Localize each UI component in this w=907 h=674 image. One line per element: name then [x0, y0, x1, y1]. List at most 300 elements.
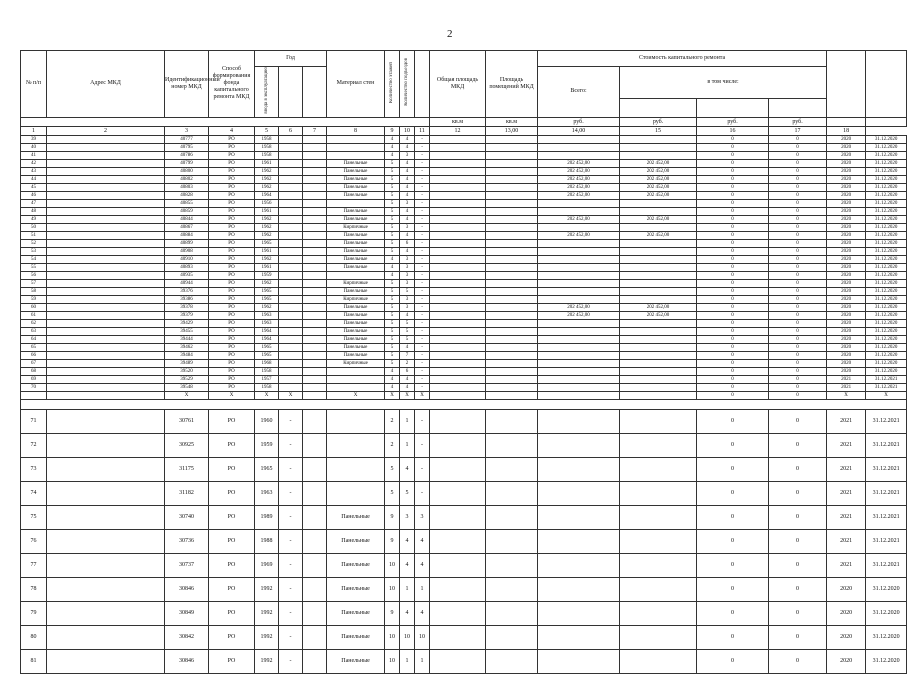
- header-commissioning: ввода в эксплуатацию: [255, 67, 279, 118]
- table-cell: 0: [769, 135, 827, 143]
- table-cell: 5: [400, 335, 415, 343]
- table-cell: 2: [385, 409, 400, 433]
- table-row: [21, 529, 907, 553]
- table-cell: 2020: [827, 311, 866, 319]
- table-cell: 67: [21, 359, 47, 367]
- table-cell: [47, 335, 165, 343]
- column-number: 11: [415, 126, 430, 135]
- table-cell: [279, 335, 303, 343]
- table-cell: [486, 223, 538, 231]
- table-cell: [486, 199, 538, 207]
- table-cell: 0: [697, 159, 769, 167]
- table-cell: 39462: [165, 343, 209, 351]
- table-cell: [430, 649, 486, 673]
- table-cell: [47, 319, 165, 327]
- table-cell: РО: [209, 481, 255, 505]
- table-cell: 0: [769, 183, 827, 191]
- table-cell: [430, 457, 486, 481]
- table-cell: -: [415, 207, 430, 215]
- table-cell: 4: [385, 367, 400, 375]
- table-cell: Кирпичные: [327, 279, 385, 287]
- table-cell: [430, 335, 486, 343]
- table-cell: [620, 359, 697, 367]
- table-cell: [303, 199, 327, 207]
- table-cell: [279, 383, 303, 391]
- table-cell: [47, 231, 165, 239]
- table-cell: [620, 529, 697, 553]
- table-cell: [486, 175, 538, 183]
- column-number: 7: [303, 126, 327, 135]
- table-cell: РО: [209, 311, 255, 319]
- table-cell: 40803: [165, 183, 209, 191]
- table-cell: -: [415, 295, 430, 303]
- table-cell: -: [415, 167, 430, 175]
- table-cell: Панельные: [327, 625, 385, 649]
- table-body-part-2: [21, 409, 907, 673]
- table-cell: 5: [385, 351, 400, 359]
- header-end-date: [866, 51, 907, 118]
- table-cell: [538, 367, 620, 375]
- table-row: [21, 311, 907, 319]
- table-cell: [327, 135, 385, 143]
- table-cell: [327, 457, 385, 481]
- table-cell: [538, 335, 620, 343]
- table-cell: [303, 327, 327, 335]
- table-cell: 3: [400, 295, 415, 303]
- table-cell: [279, 167, 303, 175]
- table-cell: [327, 383, 385, 391]
- table-cell: [538, 135, 620, 143]
- table-cell: [430, 311, 486, 319]
- table-cell: [430, 383, 486, 391]
- page-number: 2: [447, 28, 453, 40]
- table-cell: [538, 207, 620, 215]
- table-cell: 30737: [165, 553, 209, 577]
- table-cell: [303, 223, 327, 231]
- table-cell: 1965: [255, 239, 279, 247]
- table-cell: [303, 167, 327, 175]
- table-cell: 4: [400, 207, 415, 215]
- table-cell: 2021: [827, 433, 866, 457]
- table-cell: 1961: [255, 207, 279, 215]
- table-cell: 40908: [165, 247, 209, 255]
- table-cell: РО: [209, 351, 255, 359]
- table-cell: 3: [400, 199, 415, 207]
- table-cell: 2020: [827, 151, 866, 159]
- table-cell: 2020: [827, 279, 866, 287]
- table-cell: [538, 457, 620, 481]
- table-cell: [486, 601, 538, 625]
- table-cell: 2: [385, 433, 400, 457]
- table-cell: [47, 223, 165, 231]
- table-cell: 4: [400, 215, 415, 223]
- table-cell: [303, 207, 327, 215]
- table-cell: 4: [400, 553, 415, 577]
- table-cell: [486, 239, 538, 247]
- table-cell: 0: [697, 239, 769, 247]
- table-cell: 5: [385, 359, 400, 367]
- table-cell: [47, 375, 165, 383]
- table-row: [21, 327, 907, 335]
- table-cell: 202 452,00: [538, 191, 620, 199]
- table-cell: РО: [209, 207, 255, 215]
- table-cell: 1963: [255, 481, 279, 505]
- table-cell: 51: [21, 231, 47, 239]
- table-cell: 1965: [255, 295, 279, 303]
- table-cell: [620, 239, 697, 247]
- table-cell: 31.12.2020: [866, 271, 907, 279]
- table-cell: 31.12.2020: [866, 295, 907, 303]
- table-cell: [538, 343, 620, 351]
- table-cell: [620, 271, 697, 279]
- table-cell: РО: [209, 409, 255, 433]
- table-cell: 31.12.2021: [866, 383, 907, 391]
- table-cell: 5: [385, 159, 400, 167]
- table-cell: 1: [400, 409, 415, 433]
- table-cell: [47, 433, 165, 457]
- table-cell: 0: [769, 409, 827, 433]
- table-cell: 0: [697, 303, 769, 311]
- table-cell: [620, 433, 697, 457]
- table-cell: 5: [385, 319, 400, 327]
- table-cell: 1992: [255, 625, 279, 649]
- table-cell: 40777: [165, 135, 209, 143]
- table-cell: [327, 409, 385, 433]
- table-cell: 9: [385, 529, 400, 553]
- table-cell: 0: [769, 199, 827, 207]
- column-number: 18: [827, 126, 866, 135]
- column-number: 13,00: [486, 126, 538, 135]
- table-cell: [327, 375, 385, 383]
- table-cell: [538, 433, 620, 457]
- table-cell: [538, 279, 620, 287]
- table-cell: [620, 327, 697, 335]
- header-room-area: Площадь помещений МКД: [486, 51, 538, 118]
- table-cell: 39548: [165, 383, 209, 391]
- table-cell: 1961: [255, 247, 279, 255]
- table-cell: 5: [385, 481, 400, 505]
- table-cell: РО: [209, 279, 255, 287]
- table-cell: [430, 625, 486, 649]
- table-cell: [327, 433, 385, 457]
- table-cell: [47, 263, 165, 271]
- table-cell: 2020: [827, 247, 866, 255]
- table-row: [21, 433, 907, 457]
- table-cell: 30846: [165, 649, 209, 673]
- table-cell: [620, 335, 697, 343]
- table-cell: 0: [769, 553, 827, 577]
- table-cell: [47, 247, 165, 255]
- table-cell: [538, 601, 620, 625]
- table-cell: [327, 481, 385, 505]
- table-cell: 1988: [255, 529, 279, 553]
- table-row: [21, 255, 907, 263]
- table-cell: 1962: [255, 279, 279, 287]
- table-cell: [486, 577, 538, 601]
- table-cell: -: [415, 279, 430, 287]
- table-cell: 30846: [165, 577, 209, 601]
- table-cell: -: [415, 327, 430, 335]
- table-cell: Панельные: [327, 175, 385, 183]
- table-cell: 31.12.2021: [866, 433, 907, 457]
- table-cell: [47, 271, 165, 279]
- table-cell: Панельные: [327, 255, 385, 263]
- header-other-sources: [769, 98, 827, 117]
- table-cell: 2020: [827, 263, 866, 271]
- table-cell: [303, 359, 327, 367]
- table-cell: -: [279, 505, 303, 529]
- table-cell: [486, 159, 538, 167]
- table-cell: 5: [385, 279, 400, 287]
- table-cell: 69: [21, 375, 47, 383]
- table-cell: [430, 199, 486, 207]
- table-cell: [538, 359, 620, 367]
- table-cell: 31.12.2020: [866, 263, 907, 271]
- table-cell: [279, 367, 303, 375]
- table-row: [21, 375, 907, 383]
- table-cell: 0: [697, 577, 769, 601]
- table-cell: Панельные: [327, 311, 385, 319]
- table-cell: -: [415, 367, 430, 375]
- table-cell: 0: [769, 143, 827, 151]
- table-cell: -: [415, 351, 430, 359]
- table-cell: 0: [697, 311, 769, 319]
- table-row: [21, 319, 907, 327]
- table-cell: [486, 167, 538, 175]
- table-cell: 42: [21, 159, 47, 167]
- table-cell: [47, 383, 165, 391]
- table-cell: 2020: [827, 287, 866, 295]
- table-cell: [430, 505, 486, 529]
- table-cell: -: [415, 457, 430, 481]
- table-cell: 3: [400, 505, 415, 529]
- table-cell: [303, 159, 327, 167]
- table-cell: 5: [400, 287, 415, 295]
- table-cell: 0: [697, 383, 769, 391]
- table-cell: [47, 367, 165, 375]
- table-cell: 31.12.2020: [866, 367, 907, 375]
- table-cell: 2021: [827, 505, 866, 529]
- table-cell: [279, 239, 303, 247]
- table-cell: 79: [21, 601, 47, 625]
- table-cell: 5: [385, 207, 400, 215]
- table-cell: [303, 343, 327, 351]
- table-cell: 5: [385, 327, 400, 335]
- table-cell: РО: [209, 295, 255, 303]
- section-2-title: [21, 399, 907, 409]
- table-cell: [486, 457, 538, 481]
- table-cell: 40859: [165, 207, 209, 215]
- column-number: 2: [47, 126, 165, 135]
- table-row: [21, 359, 907, 367]
- table-cell: [538, 295, 620, 303]
- table-cell: [486, 287, 538, 295]
- table-cell: 4: [415, 529, 430, 553]
- table-row: [21, 151, 907, 159]
- table-cell: [279, 287, 303, 295]
- table-cell: [486, 367, 538, 375]
- table-row: [21, 167, 907, 175]
- table-cell: [486, 183, 538, 191]
- table-cell: 31.12.2020: [866, 167, 907, 175]
- table-cell: РО: [209, 335, 255, 343]
- table-cell: [538, 383, 620, 391]
- table-cell: [620, 223, 697, 231]
- table-cell: 5: [385, 335, 400, 343]
- table-cell: [327, 271, 385, 279]
- table-header: [21, 51, 907, 136]
- table-cell: 4: [400, 375, 415, 383]
- table-cell: [279, 359, 303, 367]
- table-cell: РО: [209, 271, 255, 279]
- column-number: 15: [620, 126, 697, 135]
- table-cell: 77: [21, 553, 47, 577]
- table-cell: 31.12.2020: [866, 319, 907, 327]
- table-cell: РО: [209, 553, 255, 577]
- table-cell: РО: [209, 287, 255, 295]
- table-cell: Кирпичные: [327, 359, 385, 367]
- table-cell: РО: [209, 359, 255, 367]
- column-number: 1: [21, 126, 47, 135]
- table-cell: 4: [385, 135, 400, 143]
- table-cell: [620, 207, 697, 215]
- table-cell: 1958: [255, 367, 279, 375]
- table-cell: 0: [697, 263, 769, 271]
- table-cell: -: [279, 601, 303, 625]
- table-cell: 0: [697, 319, 769, 327]
- table-cell: [620, 295, 697, 303]
- table-cell: 40786: [165, 151, 209, 159]
- table-cell: 40828: [165, 191, 209, 199]
- table-cell: 4: [400, 231, 415, 239]
- table-cell: [538, 143, 620, 151]
- table-cell: 1962: [255, 255, 279, 263]
- table-cell: 2020: [827, 577, 866, 601]
- table-cell: -: [279, 577, 303, 601]
- column-number: 6: [279, 126, 303, 135]
- table-cell: 31.12.2020: [866, 279, 907, 287]
- table-row: [21, 199, 907, 207]
- table-cell: 0: [769, 335, 827, 343]
- table-cell: 49: [21, 215, 47, 223]
- table-cell: 0: [769, 271, 827, 279]
- table-cell: 2021: [827, 457, 866, 481]
- table-cell: 31175: [165, 457, 209, 481]
- table-cell: 31.12.2020: [866, 239, 907, 247]
- table-cell: 39: [21, 135, 47, 143]
- table-cell: РО: [209, 577, 255, 601]
- table-cell: Панельные: [327, 505, 385, 529]
- table-row: [21, 601, 907, 625]
- table-cell: 4: [400, 183, 415, 191]
- table-cell: -: [415, 311, 430, 319]
- table-cell: 0: [697, 255, 769, 263]
- table-cell: 2020: [827, 143, 866, 151]
- total-row: X X X X X X X X 0 0 X X: [21, 391, 907, 399]
- table-cell: 0: [769, 151, 827, 159]
- table-cell: Кирпичные: [327, 223, 385, 231]
- table-cell: 4: [400, 343, 415, 351]
- table-cell: -: [415, 409, 430, 433]
- table-cell: РО: [209, 343, 255, 351]
- table-row: [21, 223, 907, 231]
- table-cell: 1962: [255, 303, 279, 311]
- table-cell: РО: [209, 263, 255, 271]
- table-cell: РО: [209, 303, 255, 311]
- table-row: [21, 191, 907, 199]
- table-cell: 0: [697, 183, 769, 191]
- table-cell: [620, 351, 697, 359]
- table-cell: Панельные: [327, 239, 385, 247]
- table-cell: 31.12.2021: [866, 481, 907, 505]
- table-cell: 31.12.2021: [866, 529, 907, 553]
- table-cell: 1: [400, 577, 415, 601]
- table-cell: [303, 231, 327, 239]
- table-cell: [430, 207, 486, 215]
- table-cell: [303, 649, 327, 673]
- table-cell: РО: [209, 367, 255, 375]
- table-cell: 202 452,00: [538, 311, 620, 319]
- table-cell: [303, 183, 327, 191]
- table-cell: [620, 409, 697, 433]
- table-cell: [486, 143, 538, 151]
- table-cell: 73: [21, 457, 47, 481]
- table-cell: -: [279, 481, 303, 505]
- table-cell: 0: [697, 135, 769, 143]
- table-cell: [303, 239, 327, 247]
- table-cell: 40800: [165, 167, 209, 175]
- table-cell: [620, 287, 697, 295]
- table-cell: 4: [385, 143, 400, 151]
- table-cell: 1961: [255, 263, 279, 271]
- table-cell: 31.12.2020: [866, 625, 907, 649]
- table-cell: 40884: [165, 231, 209, 239]
- table-cell: [303, 247, 327, 255]
- table-cell: 2020: [827, 319, 866, 327]
- table-cell: Панельные: [327, 335, 385, 343]
- table-cell: -: [415, 183, 430, 191]
- table-cell: [430, 295, 486, 303]
- table-cell: -: [415, 175, 430, 183]
- table-cell: 202 452,00: [620, 215, 697, 223]
- table-cell: 4: [400, 167, 415, 175]
- table-cell: -: [415, 231, 430, 239]
- table-cell: 81: [21, 649, 47, 673]
- table-cell: [486, 311, 538, 319]
- header-wall-material: Материал стен: [327, 51, 385, 118]
- table-cell: 1992: [255, 601, 279, 625]
- table-cell: [538, 199, 620, 207]
- table-row: [21, 481, 907, 505]
- table-cell: 1959: [255, 271, 279, 279]
- table-cell: -: [415, 247, 430, 255]
- table-cell: [303, 505, 327, 529]
- table-row: [21, 625, 907, 649]
- table-cell: [47, 207, 165, 215]
- table-cell: [279, 191, 303, 199]
- table-cell: РО: [209, 175, 255, 183]
- table-cell: [303, 175, 327, 183]
- table-cell: [430, 231, 486, 239]
- table-cell: [430, 143, 486, 151]
- table-cell: [47, 135, 165, 143]
- table-cell: [279, 319, 303, 327]
- table-cell: 5: [385, 239, 400, 247]
- table-cell: 0: [769, 167, 827, 175]
- table-cell: 0: [769, 191, 827, 199]
- header-fund-method: Способ формирования фонда капитального ремонта МКД: [209, 51, 255, 118]
- table-cell: [430, 433, 486, 457]
